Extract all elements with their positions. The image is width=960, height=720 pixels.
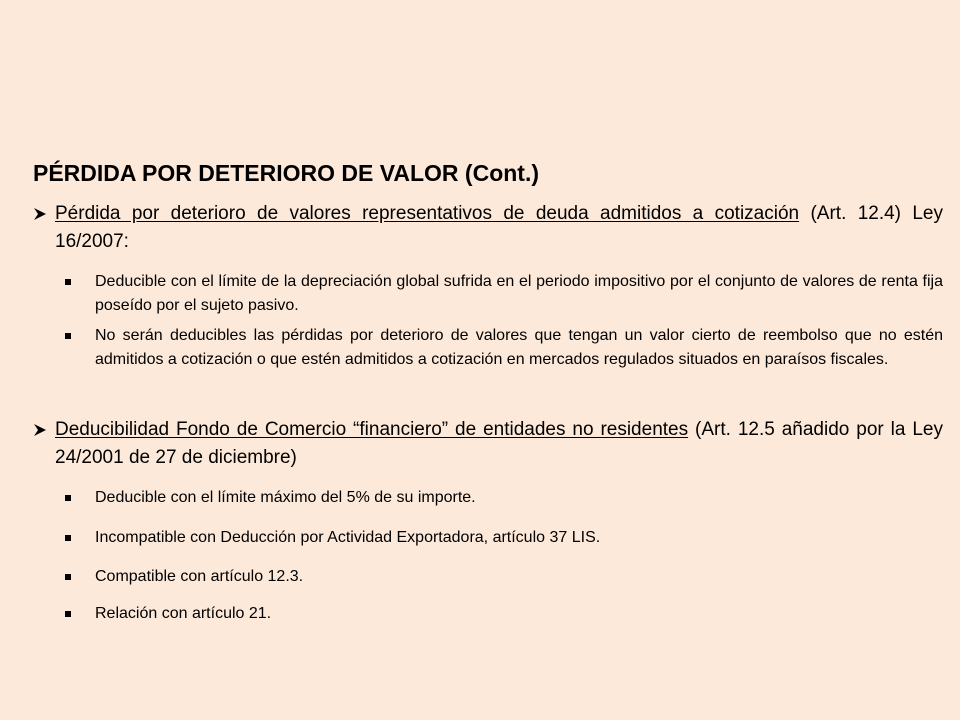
- list-item-text: Incompatible con Deducción por Actividad Exportadora, artículo 37 LIS.: [95, 529, 601, 546]
- square-bullet-icon: [63, 270, 95, 294]
- list-item: [63, 526, 943, 550]
- section-1-reference: (Art. 12.4) Ley 16/2007:: [55, 203, 943, 252]
- list-item: [63, 602, 943, 626]
- section-1-heading: Pérdida por deterioro de valores representativos de deuda admitidos a cotización: [55, 203, 800, 224]
- section-2-reference: (Art. 12.5 añadido por la Ley 24/2001 de 27 de diciembre): [55, 419, 943, 468]
- list-item: [63, 486, 943, 510]
- section-2-text: [55, 416, 943, 472]
- list-item-text: Deducible con el límite máximo del 5% de su importe.: [95, 489, 476, 506]
- list-item-text: Relación con artículo 21.: [95, 605, 272, 622]
- slide-title: PÉRDIDA POR DETERIORO DE VALOR (Cont.): [33, 160, 539, 186]
- list-item-text: No serán deducibles las pérdidas por deterioro de valores que tengan un valor cierto de reembolso que no estén admitidos a cotización o que estén admitidos a cotización en mercados regulados situados en paraísos fiscales.: [95, 327, 943, 368]
- section-1-bullet: [33, 200, 943, 256]
- list-item: [63, 324, 943, 372]
- section-2-heading: Deducibilidad Fondo de Comercio “financiero” de entidades no residentes: [55, 419, 689, 440]
- list-item-text: Compatible con artículo 12.3.: [95, 568, 304, 585]
- list-item: [63, 565, 943, 589]
- square-bullet-icon: [63, 324, 95, 348]
- section-2-bullet: [33, 416, 943, 472]
- section-1-text: [55, 200, 943, 256]
- square-bullet-icon: [63, 486, 95, 510]
- list-item: [63, 270, 943, 318]
- list-item-text: Deducible con el límite de la depreciación global sufrida en el periodo impositivo por el conjunto de valores de renta fija poseído por el sujeto pasivo.: [95, 273, 943, 314]
- square-bullet-icon: [63, 602, 95, 626]
- arrow-bullet-icon: [33, 416, 55, 444]
- arrow-bullet-icon: [33, 200, 55, 228]
- square-bullet-icon: [63, 565, 95, 589]
- square-bullet-icon: [63, 526, 95, 550]
